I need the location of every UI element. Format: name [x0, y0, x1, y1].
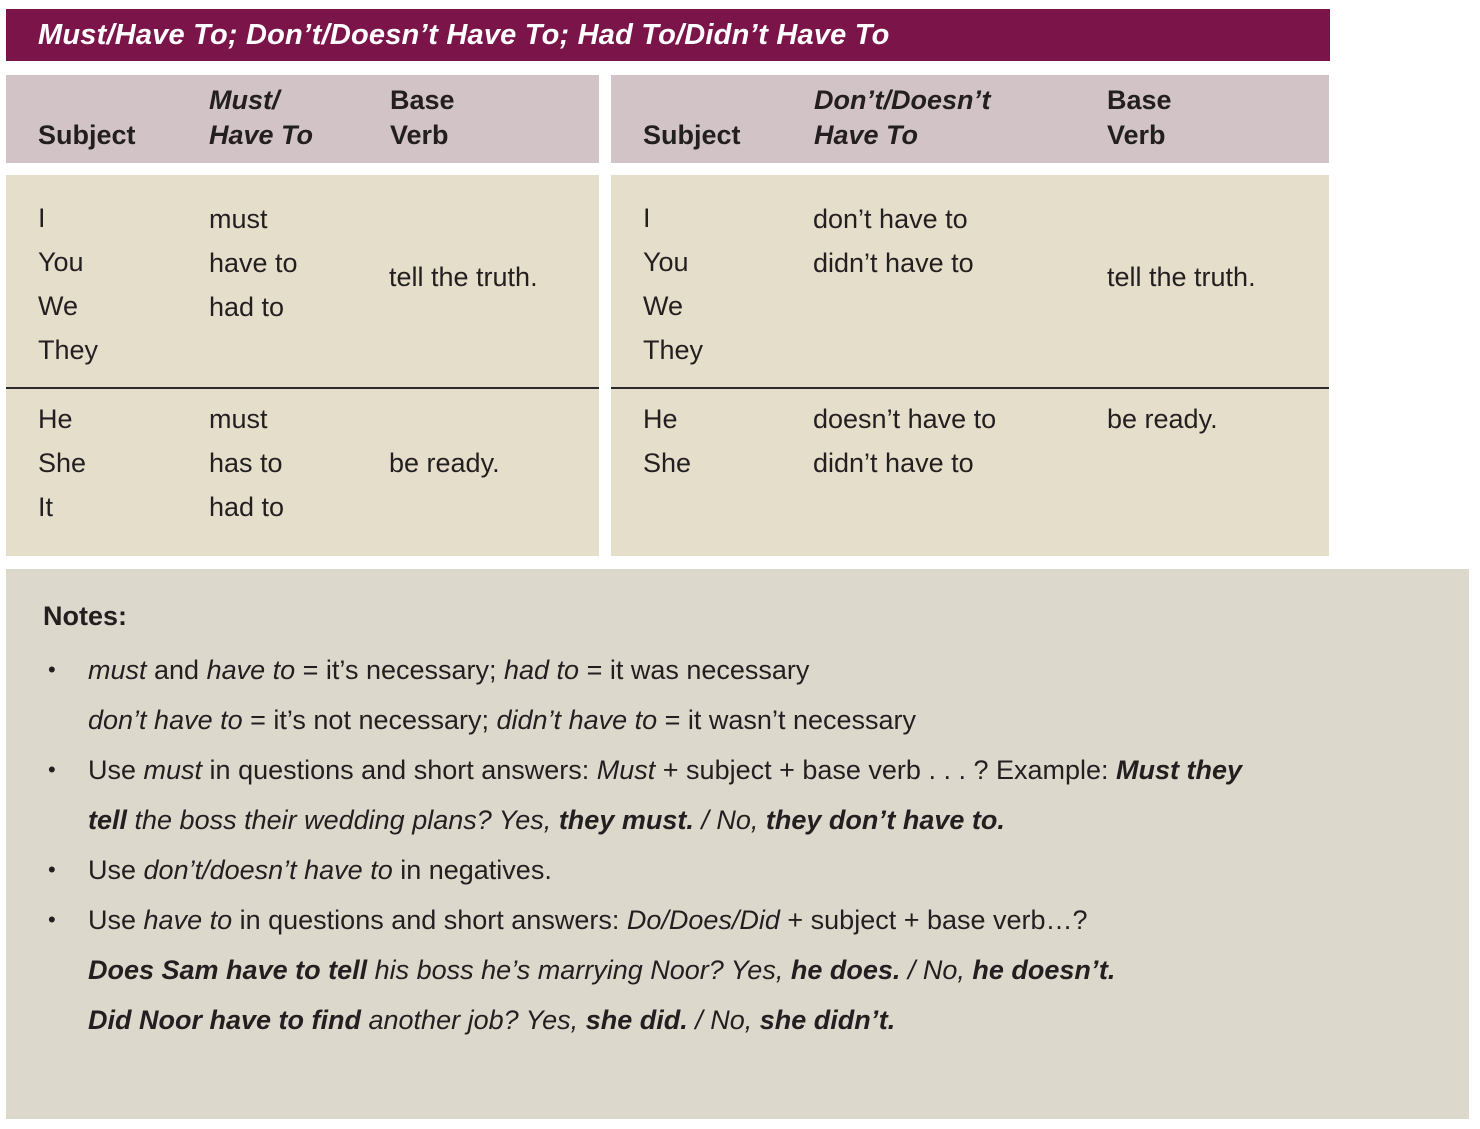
- note-segment: in questions and short answers:: [232, 905, 627, 935]
- right-header-modal-line1: Don’t/Doesn’t: [814, 85, 991, 115]
- bullet-marker: •: [48, 857, 56, 882]
- bullet-marker: •: [48, 757, 56, 782]
- note-segment: they must.: [558, 805, 694, 835]
- note-segment: = it’s necessary;: [295, 655, 504, 685]
- note-segment: Did Noor have to find: [88, 1005, 361, 1035]
- note-segment: in negatives.: [392, 855, 552, 885]
- modal-cell: didn’t have to: [813, 248, 974, 278]
- subject-cell: They: [643, 335, 704, 365]
- note-segment: she didn’t.: [759, 1005, 896, 1035]
- note-segment: Does Sam have to tell: [88, 955, 368, 985]
- subject-cell: He: [38, 404, 73, 434]
- chart-title: Must/Have To; Don’t/Doesn’t Have To; Had To/Didn’t Have To: [6, 9, 1330, 61]
- note-segment: had to: [504, 655, 580, 685]
- modal-cell: must: [209, 204, 268, 234]
- modal-cell: doesn’t have to: [813, 404, 997, 434]
- note-segment: another job? Yes,: [361, 1005, 586, 1035]
- note-line: [88, 945, 1115, 995]
- modal-cell: didn’t have to: [813, 448, 974, 478]
- note-segment: + subject + base verb . . . ? Example:: [655, 755, 1117, 785]
- note-segment: = it was necessary: [579, 655, 810, 685]
- left-header-base-line2: Verb: [390, 120, 449, 150]
- modal-cell: must: [209, 404, 268, 434]
- note-line: [88, 995, 895, 1045]
- base-verb-cell: tell the truth.: [389, 262, 538, 292]
- modal-cell: has to: [209, 448, 283, 478]
- modal-cell: had to: [209, 292, 285, 322]
- bullet-marker: •: [48, 657, 56, 682]
- note-line: [88, 845, 552, 895]
- left-header-modal-line1: Must/: [209, 85, 280, 115]
- note-segment: don’t/doesn’t have to: [143, 855, 393, 885]
- right-header-base-line1: Base: [1107, 85, 1172, 115]
- note-line: [88, 695, 916, 745]
- note-line: [88, 645, 809, 695]
- note-segment: = it wasn’t necessary: [657, 705, 917, 735]
- right-header-subject: Subject: [643, 120, 741, 150]
- note-segment: don’t have to: [88, 705, 243, 735]
- note-line: [88, 745, 1242, 795]
- note-segment: in questions and short answers:: [202, 755, 597, 785]
- subject-cell: You: [643, 247, 689, 277]
- note-segment: Use: [88, 855, 144, 885]
- note-segment: she did.: [585, 1005, 688, 1035]
- note-segment: Must they: [1116, 755, 1243, 785]
- note-segment: the boss their wedding plans? Yes,: [127, 805, 559, 835]
- subject-cell: You: [38, 247, 84, 277]
- note-segment: he doesn’t.: [972, 955, 1116, 985]
- note-segment: / No,: [900, 955, 973, 985]
- note-segment: have to: [143, 905, 233, 935]
- note-segment: = it’s not necessary;: [242, 705, 497, 735]
- subject-cell: We: [643, 291, 684, 321]
- modal-cell: have to: [209, 248, 298, 278]
- note-segment: must: [143, 755, 203, 785]
- right-header-modal-line2: Have To: [814, 120, 919, 150]
- subject-cell: I: [38, 203, 46, 233]
- right-table-body: [611, 175, 1329, 556]
- note-segment: his boss he’s marrying Noor? Yes,: [367, 955, 791, 985]
- subject-cell: It: [38, 492, 54, 522]
- left-table-header: [6, 75, 599, 163]
- subject-cell: I: [643, 203, 651, 233]
- subject-cell: She: [38, 448, 87, 478]
- note-segment: / No,: [693, 805, 766, 835]
- note-segment: he does.: [790, 955, 901, 985]
- note-segment: / No,: [687, 1005, 760, 1035]
- base-verb-cell: be ready.: [389, 448, 500, 478]
- note-segment: tell: [88, 805, 128, 835]
- row-divider: [6, 387, 599, 389]
- row-divider: [611, 387, 1329, 389]
- base-verb-cell: be ready.: [1107, 404, 1218, 434]
- left-table-body: [6, 175, 599, 556]
- notes-panel: [6, 569, 1469, 1119]
- note-segment: they don’t have to.: [765, 805, 1005, 835]
- note-line: [88, 895, 1088, 945]
- note-segment: Use: [88, 905, 144, 935]
- note-segment: and: [146, 655, 207, 685]
- note-segment: have to: [206, 655, 296, 685]
- note-segment: must: [88, 655, 147, 685]
- subject-cell: They: [38, 335, 99, 365]
- subject-cell: He: [643, 404, 678, 434]
- notes-title: Notes:: [43, 601, 128, 631]
- base-verb-cell: tell the truth.: [1107, 262, 1256, 292]
- note-segment: Use: [88, 755, 144, 785]
- note-segment: Do/Does/Did: [626, 905, 780, 935]
- left-header-base-line1: Base: [390, 85, 455, 115]
- right-header-base-line2: Verb: [1107, 120, 1166, 150]
- left-header-subject: Subject: [38, 120, 136, 150]
- subject-cell: We: [38, 291, 79, 321]
- left-header-modal-line2: Have To: [209, 120, 314, 150]
- modal-cell: had to: [209, 492, 285, 522]
- right-table-header: [611, 75, 1329, 163]
- note-segment: + subject + base verb…?: [779, 905, 1088, 935]
- note-segment: Must: [596, 755, 656, 785]
- subject-cell: She: [643, 448, 692, 478]
- bullet-marker: •: [48, 907, 56, 932]
- note-segment: didn’t have to: [496, 705, 658, 735]
- modal-cell: don’t have to: [813, 204, 968, 234]
- note-line: [88, 795, 1005, 845]
